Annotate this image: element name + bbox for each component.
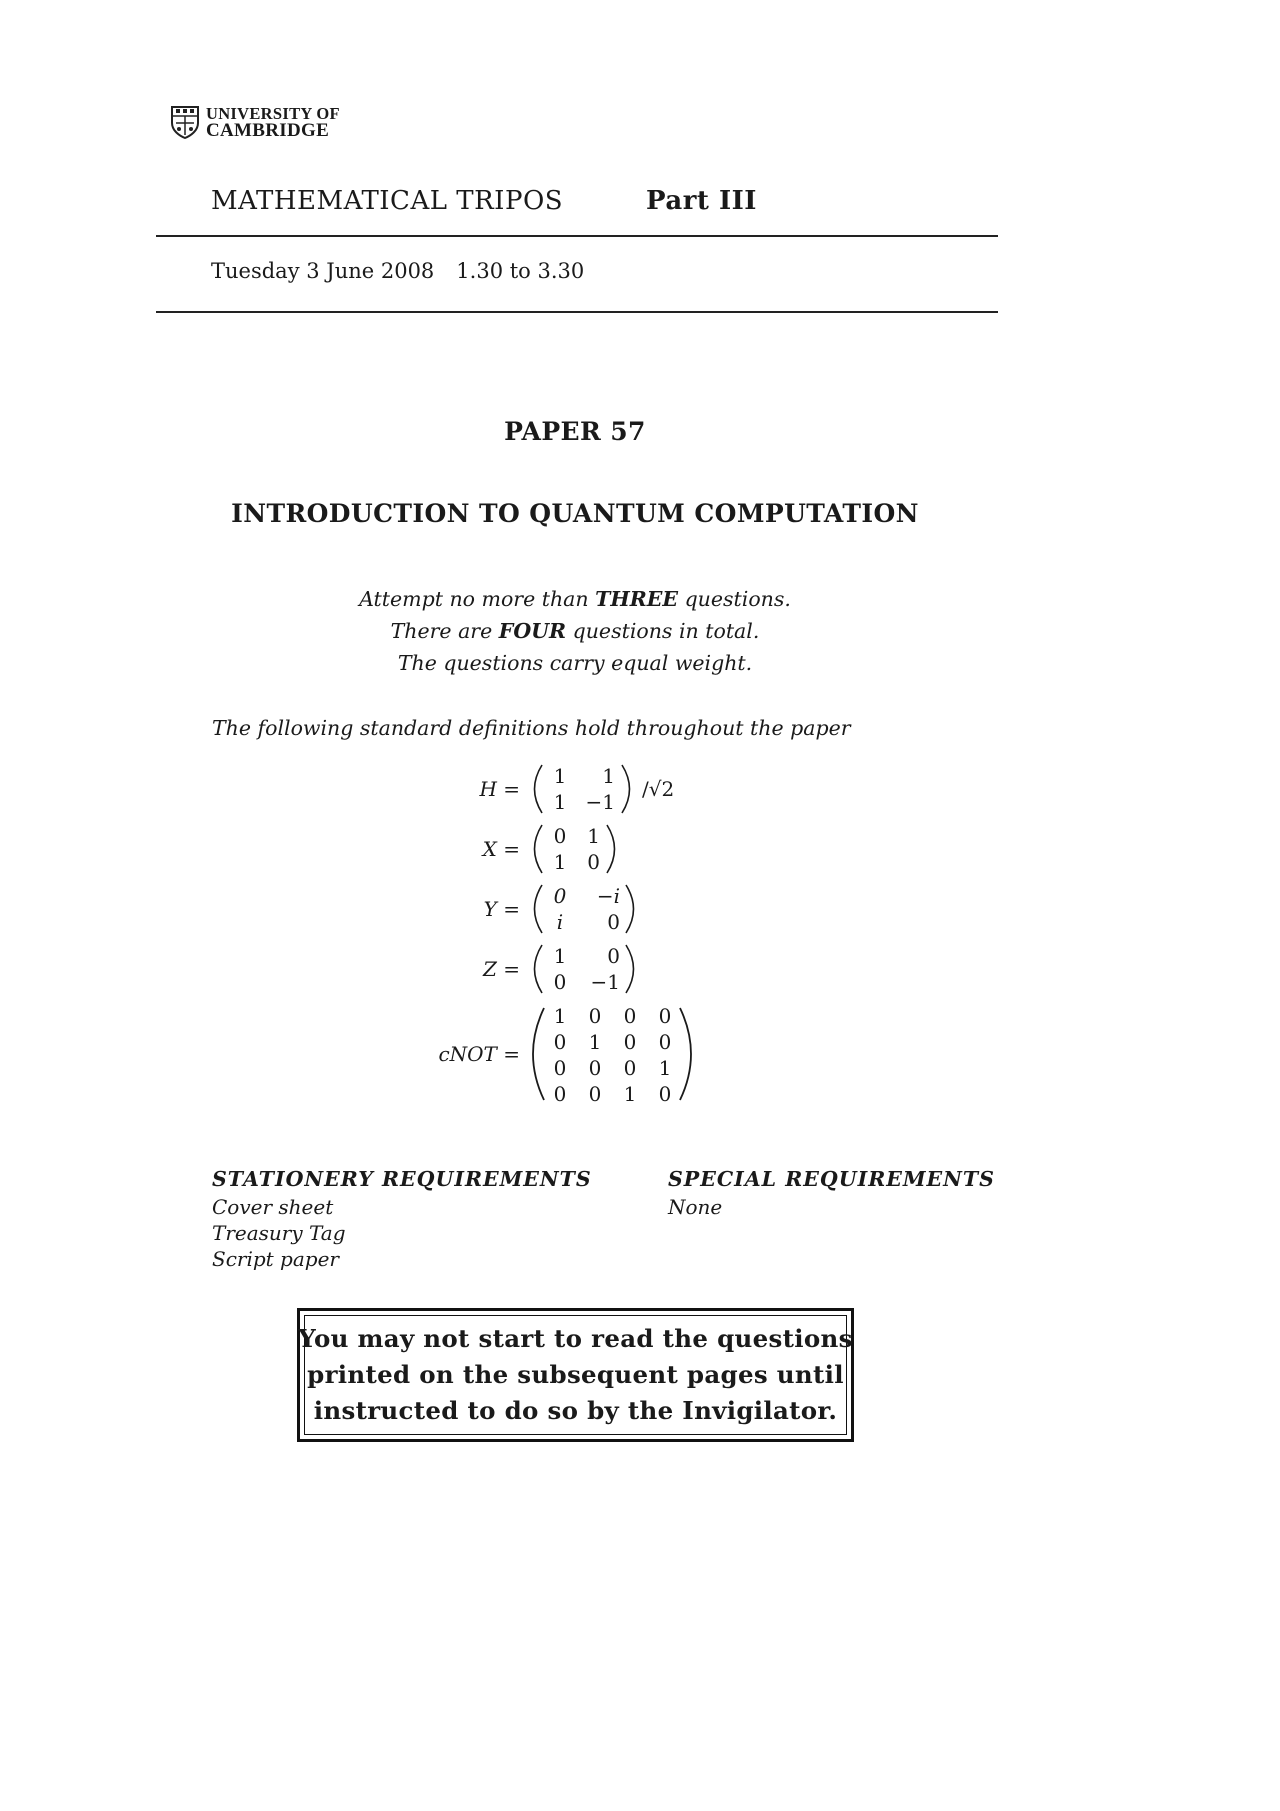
matrix-cnot-cell: 0 [658, 1030, 672, 1054]
matrix-x-cell: 1 [587, 824, 600, 848]
logo-line-2: CAMBRIDGE [206, 120, 330, 141]
notice-line: instructed to do so by the Invigilator. [313, 1396, 838, 1425]
instruction-attempt [0, 587, 1150, 611]
matrix-cnot-cell: 1 [623, 1082, 637, 1106]
matrix-y-cell: i [556, 910, 564, 934]
definitions-intro: The following standard definitions hold throughout the paper [212, 716, 851, 740]
matrix-h-cell: −1 [585, 790, 615, 814]
matrix-y-cell: −i [596, 884, 620, 908]
matrix-h-label: H = [479, 777, 520, 801]
stationery-requirements-heading: STATIONERY REQUIREMENTS [212, 1167, 592, 1191]
university-logo [170, 105, 340, 139]
instruction-text: questions in total. [566, 619, 760, 643]
matrix-cnot-cell: 0 [623, 1004, 637, 1028]
matrix-h-suffix: /√2 [642, 777, 675, 801]
matrix-cnot-right-paren [680, 1008, 691, 1100]
matrix-x-right-paren [607, 825, 615, 873]
matrix-x-cell: 0 [587, 850, 600, 874]
paper-number: PAPER 57 [504, 417, 646, 446]
cambridge-crest-icon [170, 105, 200, 139]
logo-wordmark [206, 105, 340, 139]
stationery-item: Cover sheet [212, 1195, 334, 1219]
instruction-text: questions. [678, 587, 791, 611]
instruction-text: There are [390, 619, 499, 643]
special-item: None [668, 1195, 723, 1219]
matrix-z-cell: 0 [607, 944, 620, 968]
matrix-y-right-paren [626, 885, 634, 933]
matrix-cnot-cell: 1 [658, 1056, 672, 1080]
matrix-cnot-cell: 0 [658, 1004, 672, 1028]
matrix-cnot-cell: 1 [588, 1030, 602, 1054]
matrix-x-left-paren [535, 825, 543, 873]
matrix-h-cell: 1 [602, 764, 615, 788]
stationery-item: Script paper [212, 1247, 339, 1271]
stationery-item: Treasury Tag [212, 1221, 346, 1245]
matrix-cnot-cell: 0 [588, 1004, 602, 1028]
matrix-cnot-cell: 1 [553, 1004, 567, 1028]
instruction-emphasis: FOUR [498, 619, 567, 643]
matrix-y-cell: 0 [607, 910, 620, 934]
matrix-h-cell: 1 [553, 790, 567, 814]
matrix-x-cell: 1 [553, 850, 567, 874]
matrix-y-cell: 0 [553, 884, 567, 908]
instruction-weight: The questions carry equal weight. [397, 651, 753, 675]
instruction-text: Attempt no more than [359, 587, 596, 611]
matrix-cnot-cell: 0 [658, 1082, 672, 1106]
exam-datetime [211, 259, 584, 283]
notice-line: printed on the subsequent pages until [307, 1360, 844, 1389]
matrix-x-cell: 0 [553, 824, 567, 848]
matrix-h-right-paren [622, 765, 630, 813]
exam-title: MATHEMATICAL TRIPOS [211, 186, 564, 216]
matrix-h-cell: 1 [553, 764, 567, 788]
matrix-h-left-paren [535, 765, 543, 813]
notice-line: You may not start to read the questions [298, 1324, 853, 1353]
matrix-cnot-cell: 0 [588, 1082, 602, 1106]
matrix-definitions [430, 760, 730, 1110]
matrix-cnot-cell: 0 [553, 1056, 567, 1080]
matrix-cnot-left-paren [533, 1008, 544, 1100]
matrix-z-cell: 1 [553, 944, 567, 968]
matrix-cnot-cell: 0 [588, 1056, 602, 1080]
matrix-cnot-cell: 0 [623, 1030, 637, 1054]
matrix-cnot-cells [554, 1004, 672, 1106]
matrix-z-label: Z = [482, 957, 520, 981]
exam-date: Tuesday 3 June 2008 [211, 259, 435, 283]
instruction-emphasis: THREE [595, 587, 679, 611]
matrix-z-cell: −1 [590, 970, 620, 994]
special-requirements-heading: SPECIAL REQUIREMENTS [668, 1167, 995, 1191]
logo-line-1: UNIVERSITY OF [206, 104, 340, 123]
instruction-total [0, 619, 1150, 643]
paper-title: INTRODUCTION TO QUANTUM COMPUTATION [231, 499, 919, 528]
notice-inner-frame [298, 1315, 853, 1435]
header-rule-top [156, 235, 998, 237]
matrix-y-label: Y = [483, 897, 520, 921]
matrix-x-label: X = [482, 837, 520, 861]
matrix-z-right-paren [626, 945, 634, 993]
matrix-cnot-cell: 0 [553, 1082, 567, 1106]
matrix-z-left-paren [535, 945, 543, 993]
invigilator-notice-box [297, 1308, 854, 1442]
matrix-cnot-label: cNOT = [438, 1042, 520, 1066]
header-rule-bottom [156, 311, 998, 313]
matrix-cnot-cell: 0 [623, 1056, 637, 1080]
matrix-z-cell: 0 [553, 970, 567, 994]
matrix-cnot-cell: 0 [553, 1030, 567, 1054]
exam-part: Part III [646, 186, 757, 216]
matrix-y-left-paren [535, 885, 543, 933]
exam-time: 1.30 to 3.30 [456, 259, 585, 283]
